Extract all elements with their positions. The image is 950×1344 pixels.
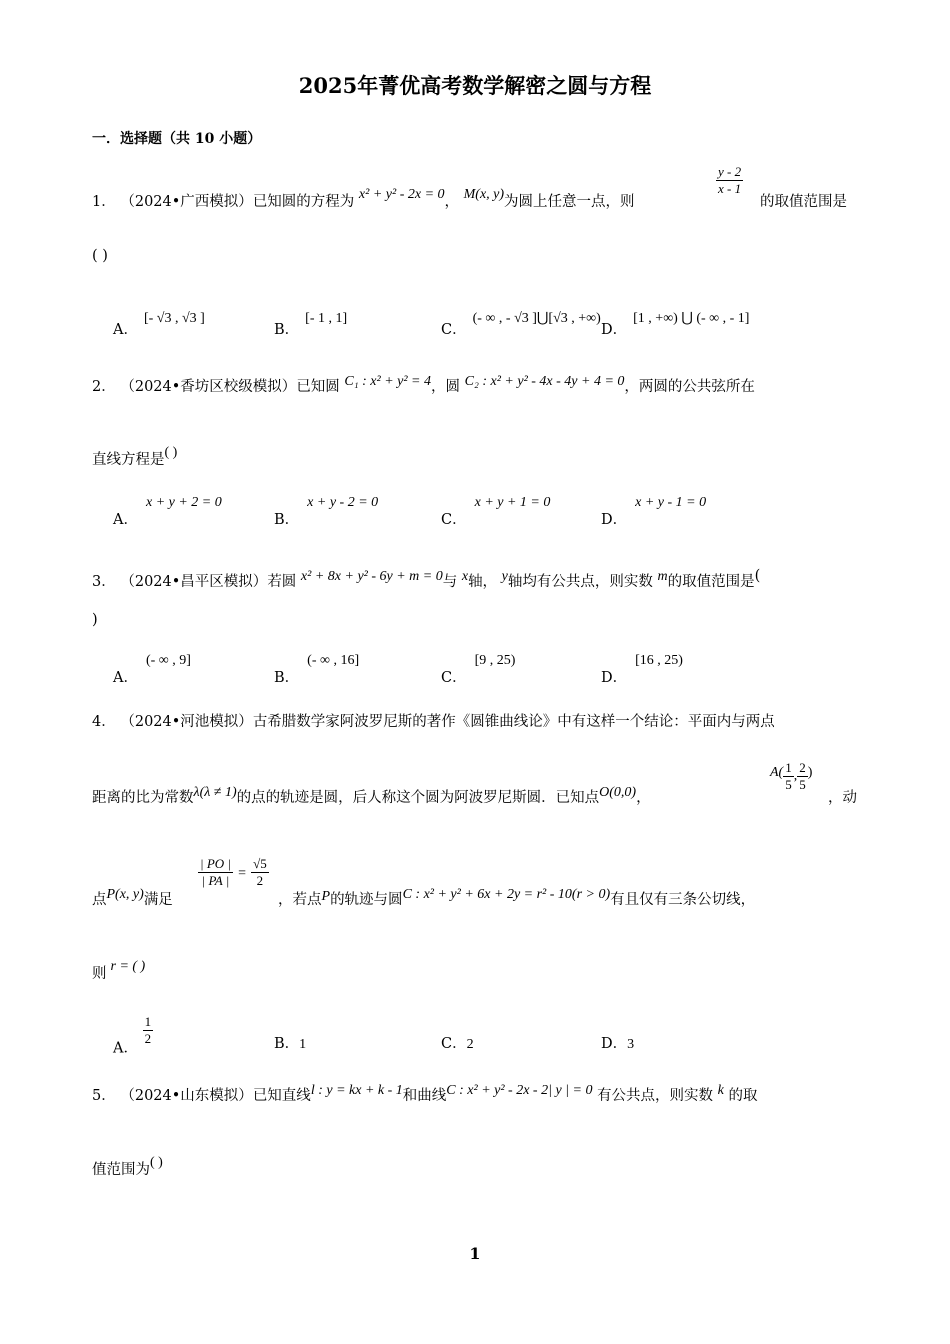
- option-value: (- ∞ , - √3 ]⋃[√3 , +∞): [472, 311, 601, 326]
- option-b: [274, 1032, 306, 1053]
- question-3-line-1: [92, 570, 760, 591]
- question-text: 的取值范围是: [760, 194, 847, 210]
- math-equation: x² + y² - 2x = 0: [358, 187, 445, 202]
- option-d: [601, 495, 707, 529]
- option-label: B．: [274, 322, 300, 338]
- option-d: [601, 1032, 634, 1053]
- question-4-line-4: [92, 959, 146, 983]
- option-label: A．: [113, 1040, 138, 1057]
- math-point-a: A( $\frac{1}{5}$ , $\frac{2}{5}$ ): [770, 760, 813, 792]
- fraction-numerator: y - 2: [718, 164, 742, 179]
- math-ratio: [198, 856, 269, 889]
- fraction-denominator: 2: [144, 1031, 152, 1046]
- question-text: ，两圆的公共弦所在: [624, 379, 755, 395]
- question-number: 3．: [92, 574, 116, 590]
- math-equation: x² + 8x + y² - 6y + m = 0: [300, 569, 443, 584]
- question-source: （2024•山东模拟）: [120, 1088, 253, 1104]
- question-text: 的点的轨迹是圆，后人称这个圆为阿波罗尼斯圆．已知点: [236, 790, 600, 806]
- option-value: [9 , 25): [474, 653, 516, 668]
- question-text: 值范围为: [92, 1162, 150, 1178]
- option-c: [441, 653, 516, 687]
- option-a: [113, 1014, 153, 1065]
- math-point: M(x, y): [463, 187, 505, 202]
- math-variable: m: [657, 569, 668, 584]
- question-number: 5．: [92, 1088, 116, 1104]
- answer-blank: ( ): [150, 1155, 163, 1170]
- fraction-numerator: 2: [799, 760, 806, 775]
- fraction-denominator: | PA |: [201, 873, 230, 888]
- question-4-line-3b: [278, 888, 755, 909]
- math-variable: x: [461, 569, 469, 584]
- question-text: 则: [92, 966, 107, 982]
- option-value: x + y + 1 = 0: [474, 495, 551, 510]
- option-label: B．: [274, 1036, 300, 1052]
- option-label: C．: [441, 512, 467, 528]
- math-point-close: ): [807, 764, 813, 780]
- option-value: x + y - 1 = 0: [635, 495, 707, 510]
- option-value: [- 1 , 1]: [305, 311, 348, 326]
- question-text: ，动: [828, 790, 857, 806]
- option-value: (- ∞ , 16]: [307, 653, 360, 668]
- option-value: x + y - 2 = 0: [307, 495, 379, 510]
- question-2-line-1: [92, 375, 755, 396]
- question-1-line-1: [92, 187, 635, 211]
- question-number: 1．: [92, 194, 116, 210]
- question-2-line-2: [92, 445, 178, 469]
- fraction-denominator: 5: [799, 777, 806, 792]
- option-b: [274, 495, 379, 529]
- fraction-denominator: 2: [256, 873, 264, 888]
- option-value: (- ∞ , 9]: [145, 653, 191, 668]
- question-text: ，若点: [278, 892, 322, 908]
- math-variable: P: [321, 889, 331, 904]
- answer-blank-open: (: [754, 568, 761, 584]
- option-value: x + y + 2 = 0: [145, 495, 222, 510]
- question-text: 和曲线: [402, 1088, 447, 1104]
- option-d: [601, 653, 683, 687]
- question-5-line-2: [92, 1155, 163, 1179]
- question-5-line-1: [92, 1084, 758, 1105]
- option-value: 3: [627, 1037, 635, 1052]
- math-point: O(0,0): [599, 785, 637, 800]
- question-text: 的轨迹与圆: [330, 892, 403, 908]
- option-value: 1: [299, 1037, 307, 1052]
- math-equation: C₂ : x² + y² - 4x - 4y + 4 = 0: [464, 374, 625, 389]
- question-text: 与: [442, 574, 458, 590]
- option-value: [1 , +∞) ⋃ (- ∞ , - 1]: [633, 311, 750, 326]
- answer-blank: ( ): [92, 248, 108, 264]
- option-value: [- √3 , √3 ]: [143, 311, 205, 326]
- math-equation: C : x² + y² + 6x + 2y = r² - 10(r > 0): [402, 887, 611, 902]
- fraction-denominator: x - 1: [718, 181, 742, 196]
- question-source: （2024•河池模拟）: [120, 714, 253, 730]
- math-operator: =: [238, 866, 246, 881]
- option-label: D．: [601, 322, 628, 338]
- question-source: （2024•昌平区模拟）: [120, 574, 268, 590]
- math-fraction: [143, 1014, 154, 1047]
- option-label: D．: [601, 512, 628, 528]
- option-a: [113, 311, 205, 339]
- option-label: A．: [113, 322, 138, 338]
- question-source: （2024•广西模拟）: [120, 194, 253, 210]
- math-point-label: A(: [770, 764, 784, 780]
- option-value: [16 , 25): [635, 653, 683, 668]
- question-text: 的取: [728, 1088, 758, 1104]
- question-text: 有公共点，则实数: [597, 1088, 714, 1104]
- question-text: ，圆: [431, 379, 461, 395]
- math-fraction: [716, 164, 743, 197]
- fraction-numerator: √5: [253, 856, 267, 871]
- math-fraction: [198, 856, 233, 889]
- question-text: 古希腊数学家阿波罗尼斯的著作《圆锥曲线论》中有这样一个结论：平面内与两点: [252, 714, 775, 730]
- question-text: 轴，: [468, 574, 498, 590]
- fraction-numerator: | PO |: [200, 856, 231, 871]
- math-variable: y: [501, 569, 508, 584]
- option-label: B．: [274, 512, 300, 528]
- question-text: 轴均有公共点，则实数: [507, 574, 653, 590]
- section-heading: 一．选择题（共 10 小题）: [92, 131, 262, 147]
- option-c: [441, 311, 601, 339]
- option-c: [441, 495, 551, 529]
- question-text: ，: [444, 194, 460, 210]
- option-label: C．: [441, 670, 467, 686]
- question-text: 点: [92, 892, 107, 908]
- question-4-line-2: [92, 786, 651, 807]
- question-number: 2．: [92, 379, 116, 395]
- answer-blank: ( ): [164, 445, 178, 460]
- math-point: P(x, y): [106, 887, 144, 902]
- question-text: 为圆上任意一点，则: [504, 194, 635, 210]
- question-text: ，: [636, 790, 651, 806]
- option-label: A．: [113, 512, 138, 528]
- option-a: [113, 653, 191, 687]
- question-text: 已知直线: [252, 1088, 311, 1104]
- math-equation: C : x² + y² - 2x - 2| y | = 0: [446, 1083, 593, 1098]
- math-expression: λ(λ ≠ 1): [193, 785, 237, 800]
- answer-blank: r = ( ): [110, 959, 146, 974]
- question-4-line-3a: [92, 888, 173, 909]
- option-b: [274, 311, 348, 339]
- math-fraction: [783, 760, 794, 793]
- option-value: 2: [466, 1037, 474, 1052]
- math-equation: C₁ : x² + y² = 4: [344, 374, 432, 389]
- math-fraction: [251, 856, 269, 889]
- question-text: 距离的比为常数: [92, 790, 194, 806]
- question-4-line-1: [92, 710, 775, 731]
- fraction-numerator: 1: [785, 760, 792, 775]
- question-text: 有且仅有三条公切线，: [610, 892, 756, 908]
- option-label: D．: [601, 1036, 628, 1052]
- question-text: 满足: [143, 892, 173, 908]
- question-text: 已知圆的方程为: [252, 194, 355, 210]
- question-text: 已知圆: [296, 379, 340, 395]
- option-label: A．: [113, 670, 138, 686]
- option-label: C．: [441, 1036, 467, 1052]
- option-label: C．: [441, 322, 467, 338]
- page-title: 2025年菁优高考数学解密之圆与方程: [298, 73, 652, 98]
- question-text: 若圆: [267, 574, 297, 590]
- option-d: [601, 311, 750, 339]
- page-number: 1: [469, 1244, 481, 1263]
- question-number: 4．: [92, 714, 116, 730]
- answer-blank-close: ): [92, 612, 98, 628]
- fraction-numerator: 1: [144, 1014, 152, 1029]
- question-source: （2024•香坊区校级模拟）: [120, 379, 297, 395]
- option-a: [113, 495, 222, 529]
- math-variable: k: [717, 1083, 724, 1098]
- math-equation: l : y = kx + k - 1: [310, 1083, 403, 1098]
- fraction-denominator: 5: [785, 777, 792, 792]
- option-label: D．: [601, 670, 628, 686]
- option-b: [274, 653, 360, 687]
- question-text: 直线方程是: [92, 452, 165, 468]
- option-label: B．: [274, 670, 300, 686]
- math-fraction: [797, 760, 808, 793]
- option-c: [441, 1032, 474, 1053]
- question-text: 的取值范围是: [667, 574, 755, 590]
